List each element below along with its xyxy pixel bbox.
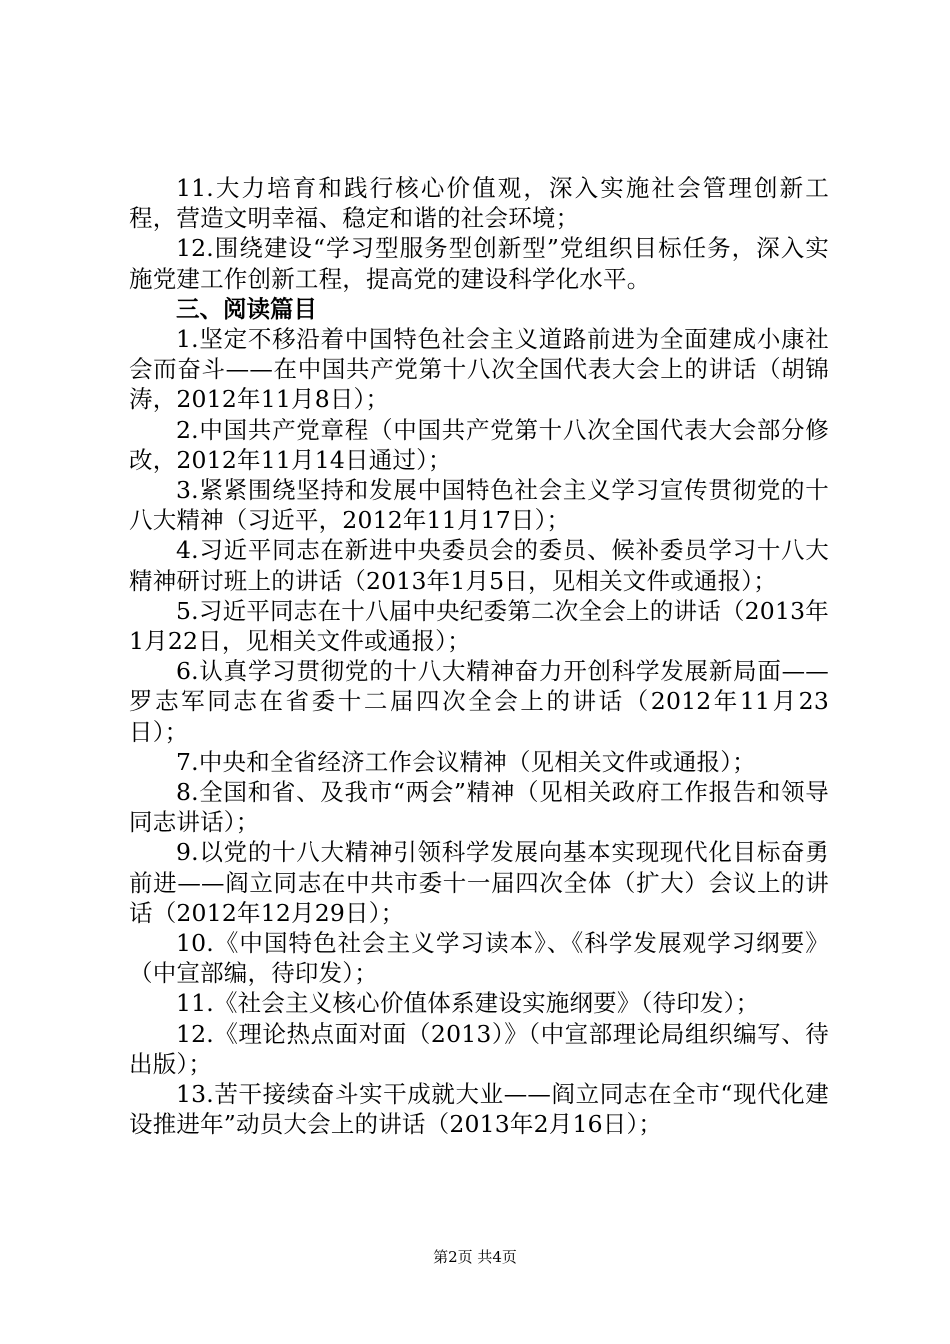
reading-item-6: 6.认真学习贯彻党的十八大精神奋力开创科学发展新局面——罗志军同志在省委十二届四次全会上的讲话（2012年11月23日）； xyxy=(129,657,829,746)
reading-item-2: 2.中国共产党章程（中国共产党第十八次全国代表大会部分修改，2012年11月14日通过）； xyxy=(129,415,829,474)
reading-item-9: 9.以党的十八大精神引领科学发展向基本实现现代化目标奋勇前进——阎立同志在中共市委十一届四次全体（扩大）会议上的讲话（2012年12月29日）； xyxy=(129,838,829,927)
reading-item-3: 3.紧紧围绕坚持和发展中国特色社会主义学习宣传贯彻党的十八大精神（习近平，2012年11月17日）； xyxy=(129,476,829,535)
section-heading-reading-list: 三、阅读篇目 xyxy=(176,294,317,323)
paragraph-12: 12.围绕建设“学习型服务型创新型”党组织目标任务，深入实施党建工作创新工程，提高党的建设科学化水平。 xyxy=(129,234,829,293)
paragraph-11: 11.大力培育和践行核心价值观，深入实施社会管理创新工程，营造文明幸福、稳定和谐的社会环境； xyxy=(129,174,829,233)
reading-item-8: 8.全国和省、及我市“两会”精神（见相关政府工作报告和领导同志讲话）； xyxy=(129,778,829,837)
reading-item-11: 11.《社会主义核心价值体系建设实施纲要》（待印发）； xyxy=(176,989,760,1018)
page-number-label: 第2页 共4页 xyxy=(433,1248,517,1266)
page-footer xyxy=(0,1246,950,1267)
reading-item-13: 13.苦干接续奋斗实干成就大业——阎立同志在全市“现代化建设推进年”动员大会上的讲话（2013年2月16日）； xyxy=(129,1080,829,1139)
reading-item-5: 5.习近平同志在十八届中央纪委第二次全会上的讲话（2013年1月22日，见相关文件或通报）； xyxy=(129,596,829,656)
reading-item-1: 1.坚定不移沿着中国特色社会主义道路前进为全面建成小康社会而奋斗——在中国共产党第十八次全国代表大会上的讲话（胡锦涛，2012年11月8日）； xyxy=(129,325,829,414)
document-body xyxy=(129,173,829,1140)
reading-item-12: 12.《理论热点面对面（2013）》（中宣部理论局组织编写、待出版）； xyxy=(129,1019,829,1078)
reading-item-7: 7.中央和全省经济工作会议精神（见相关文件或通报）； xyxy=(176,747,756,776)
reading-item-4: 4.习近平同志在新进中央委员会的委员、候补委员学习十八大精神研讨班上的讲话（2013年1月5日，见相关文件或通报）； xyxy=(129,536,829,595)
reading-item-10: 10.《中国特色社会主义学习读本》、《科学发展观学习纲要》（中宣部编，待印发）； xyxy=(129,929,829,988)
